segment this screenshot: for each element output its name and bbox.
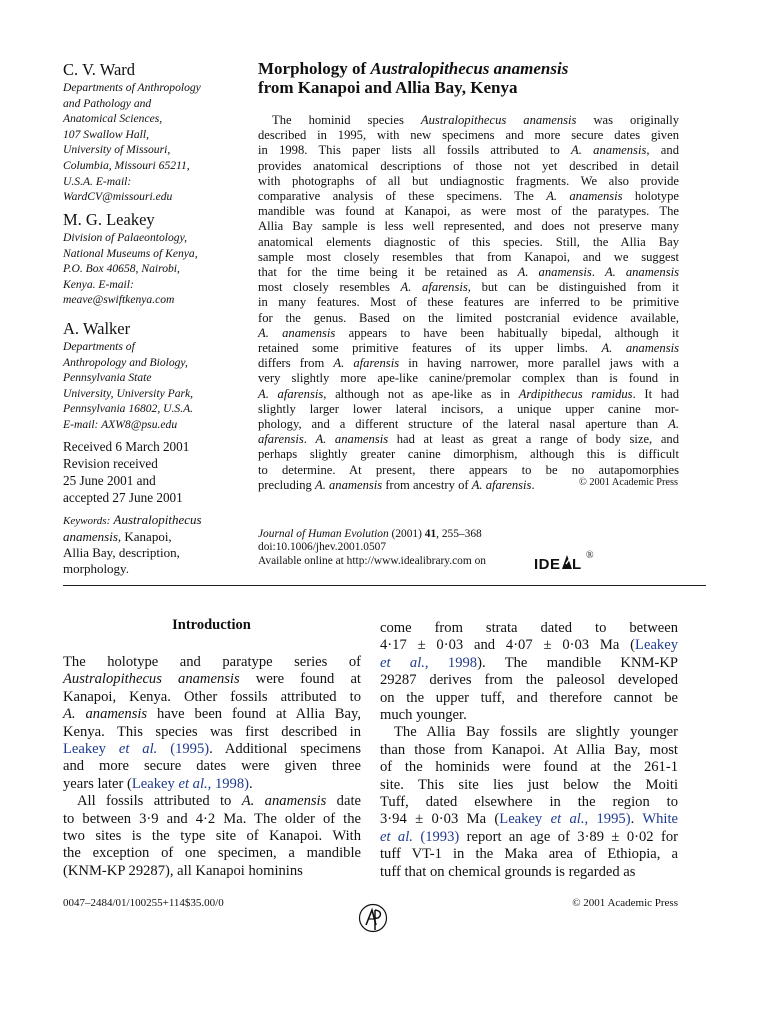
- affiliation-line: Departments of Anthropology: [63, 81, 201, 94]
- text-line: mandible was found at Kanapoi, as were most of the paratypes. The: [258, 204, 679, 219]
- received-line: accepted 27 June 2001: [63, 490, 183, 505]
- text-line: tuff that on chemical grounds is regarded as: [380, 863, 636, 880]
- text-line: The hominid species Australopithecus anamensis was originally: [272, 113, 679, 127]
- text-line: Kenya. This species was first described in: [63, 723, 361, 740]
- journal-name: Journal of Human Evolution: [258, 528, 389, 540]
- affiliation-line: Anthropology and Biology,: [63, 355, 188, 369]
- author-affiliation: [63, 80, 243, 205]
- received-dates: [63, 438, 243, 506]
- journal-details: (2001) 41, 255–368: [388, 528, 482, 540]
- text-line: Tuff, dated elsewhere in the region to: [380, 794, 678, 811]
- abstract-copyright: © 2001 Academic Press: [578, 477, 678, 488]
- text-line: come from strata dated to between: [380, 620, 678, 636]
- author-block-ward: [63, 60, 243, 205]
- text-line: tuff VT-1 in the Maka area of Ethiopia, a: [380, 846, 678, 863]
- text-line: Allia Bay sample is less well represented, and does not preserve many: [258, 219, 679, 234]
- text-line: comparative analysis of these specimens. The A. anamensis holotype: [258, 189, 679, 204]
- text-line: years later (Leakey et al., 1998).: [63, 775, 253, 792]
- text-line: The Allia Bay fossils are slightly younger: [394, 724, 678, 741]
- journal-online[interactable]: Available online at http://www.idealibrary.com on: [258, 554, 486, 567]
- text-line: described in 1995, with new specimens and more secure dates given: [258, 128, 679, 143]
- text-line: and more secure dates were given three: [63, 758, 361, 775]
- affiliation-line: National Museums of Kenya,: [63, 246, 198, 260]
- journal-info: [258, 528, 678, 568]
- footer-copyright: © 2001 Academic Press: [572, 897, 678, 909]
- svg-text:IDE: IDE: [534, 556, 561, 573]
- text-line: et al. (1993) report an age of 3·89 ± 0·02 for: [380, 828, 678, 845]
- affiliation-line: Pennsylvania 16802, U.S.A.: [63, 402, 194, 416]
- text-line: site. This site lies just below the Moiti: [380, 776, 678, 793]
- text-line: differs from A. afarensis in having narrower, more parallel jaws with a: [258, 356, 679, 371]
- registered-mark: ®: [586, 550, 594, 561]
- keywords-line: morphology.: [63, 561, 129, 576]
- journal-doi[interactable]: doi:10.1006/jhev.2001.0507: [258, 541, 387, 554]
- author-name: M. G. Leakey: [63, 210, 155, 229]
- ideal-logo-icon[interactable]: [533, 550, 585, 574]
- author-email[interactable]: E-mail: AXW8@psu.edu: [63, 417, 178, 431]
- title-line-2: from Kanapoi and Allia Bay, Kenya: [258, 78, 518, 97]
- section-heading-introduction: Introduction: [172, 617, 251, 633]
- text-line: than those from Kanapoi. At Allia Bay, most: [380, 741, 678, 758]
- affiliation-line: Anatomical Sciences,: [63, 112, 163, 126]
- header-divider: [63, 585, 706, 586]
- text-line: sample most closely resembles that from Kanapoi, and we suggest: [258, 249, 679, 264]
- text-line: 4·17 ± 0·03 and 4·07 ± 0·03 Ma (Leakey: [380, 637, 678, 654]
- text-line: The holotype and paratype series of: [63, 654, 361, 670]
- text-line: much younger.: [380, 707, 467, 724]
- keywords-line: anamensis, Kanapoi,: [63, 529, 172, 544]
- text-line: et al., 1998). The mandible KNM-KP: [380, 654, 679, 671]
- author-email[interactable]: meave@swiftkenya.com: [63, 293, 175, 307]
- received-line: 25 June 2001 and: [63, 473, 156, 488]
- text-line: slightly larger lower lateral incisors, a unique upper canine mor-: [258, 401, 679, 416]
- footer-code: 0047–2484/01/100255+114$35.00/0: [63, 897, 224, 909]
- text-line: retained some primitive features of its upper limbs. A. anamensis: [258, 341, 679, 356]
- affiliation-line: and Pathology and: [63, 96, 152, 110]
- text-line: anatomical elements diagnostic of this species. Still, the Allia Bay: [258, 234, 679, 249]
- text-line: two sites is the type site of Kanapoi. With: [63, 828, 361, 845]
- author-block-walker: [63, 319, 243, 433]
- affiliation-line: P.O. Box 40658, Nairobi,: [63, 262, 180, 276]
- author-name: C. V. Ward: [63, 60, 136, 79]
- affiliation-line: 107 Swallow Hall,: [63, 127, 149, 141]
- text-line: A. anamensis appears to have been habitually bipedal, although it: [258, 325, 679, 340]
- text-line: All fossils attributed to A. anamensis date: [77, 793, 361, 810]
- text-line: perhaps slightly greater canine dimorphism, although this is difficult: [258, 447, 679, 462]
- author-affiliation: [63, 339, 243, 433]
- keywords-line: [63, 512, 243, 529]
- affiliation-line: Kenya. E-mail:: [63, 277, 134, 291]
- academic-press-logo-icon: [358, 903, 388, 933]
- text-line: 29287 derives from the paleosol developed: [380, 672, 678, 689]
- author-block-leakey: [63, 210, 243, 308]
- text-line: phology, and a different structure of the lateral nasal aperture than A.: [258, 417, 679, 432]
- text-line: to between 3·9 and 4·2 Ma. The older of the: [63, 810, 361, 827]
- text-line: very slightly more ape-like canine/premolar complex than is found in: [258, 371, 679, 386]
- keywords-block: [63, 512, 243, 577]
- affiliation-line: Pennsylvania State: [63, 371, 152, 385]
- affiliation-line: University of Missouri,: [63, 143, 171, 157]
- article-title: [258, 59, 698, 97]
- affiliation-line: U.S.A. E-mail:: [63, 174, 132, 188]
- text-line: A. anamensis have been found at Allia Bay,: [63, 706, 361, 723]
- text-line: that for the time being it be retained as A. anamensis. A. anamensis: [258, 265, 679, 280]
- text-line: on the upper tuff, and therefore cannot be: [380, 689, 678, 706]
- author-name: A. Walker: [63, 319, 131, 338]
- journal-citation: [258, 528, 678, 541]
- text-line: provides anatomical descriptions of those not yet described in detail: [258, 158, 679, 173]
- text-line: precluding A. anamensis from ancestry of A. afarensis.: [258, 477, 535, 492]
- text-line: with photographs of all but undiagnostic fragments. We also provide: [258, 173, 679, 188]
- title-line-1: [258, 59, 698, 78]
- keyword: Australopithecus: [113, 512, 202, 527]
- text-line: in many features. Most of these features are inferred to be primitive: [258, 295, 679, 310]
- text-line: of the hominids were found at the 261-1: [380, 759, 678, 776]
- text-line: for the genus. Based on the limited postcranial evidence available,: [258, 310, 679, 325]
- text-line: afarensis. A. anamensis had at least as great a range of body size, and: [258, 432, 680, 447]
- svg-text:L: L: [572, 556, 582, 573]
- author-email[interactable]: WardCV@missouri.edu: [63, 190, 173, 204]
- text-line: the exception of one specimen, a mandible: [63, 845, 361, 862]
- author-affiliation: [63, 230, 243, 308]
- text-line: (KNM-KP 29287), all Kanapoi hominins: [63, 862, 303, 879]
- keywords-line: Allia Bay, description,: [63, 545, 180, 560]
- affiliation-line: Division of Palaeontology,: [63, 231, 187, 244]
- text-line: 3·94 ± 0·03 Ma (Leakey et al., 1995). White: [380, 811, 678, 828]
- received-line: Revision received: [63, 456, 158, 471]
- affiliation-line: Columbia, Missouri 65211,: [63, 158, 190, 172]
- title-species: Australopithecus anamensis: [370, 59, 569, 78]
- text-line: Leakey et al. (1995). Additional specimens: [63, 741, 362, 758]
- text-line: in 1998. This paper lists all fossils attributed to A. anamensis, and: [258, 143, 679, 158]
- affiliation-line: University, University Park,: [63, 386, 194, 400]
- abstract: [258, 113, 679, 493]
- text-line: Kanapoi, Kenya. Other fossils attributed to: [63, 688, 361, 705]
- received-line: Received 6 March 2001: [63, 439, 190, 454]
- title-prefix: Morphology of: [258, 59, 371, 78]
- text-line: to determine. At present, there appears to be no autapomorphies: [258, 462, 679, 477]
- text-line: most closely resembles A. afarensis, but can be distinguished from it: [258, 280, 679, 295]
- text-line: Australopithecus anamensis were found at: [63, 671, 361, 688]
- affiliation-line: Departments of: [63, 340, 135, 353]
- body-column-2: [380, 620, 678, 881]
- text-line: A. afarensis, although not as ape-like as in Ardipithecus ramidus. It had: [258, 386, 679, 401]
- body-column-1: [63, 654, 361, 880]
- keywords-label: Keywords:: [63, 515, 111, 527]
